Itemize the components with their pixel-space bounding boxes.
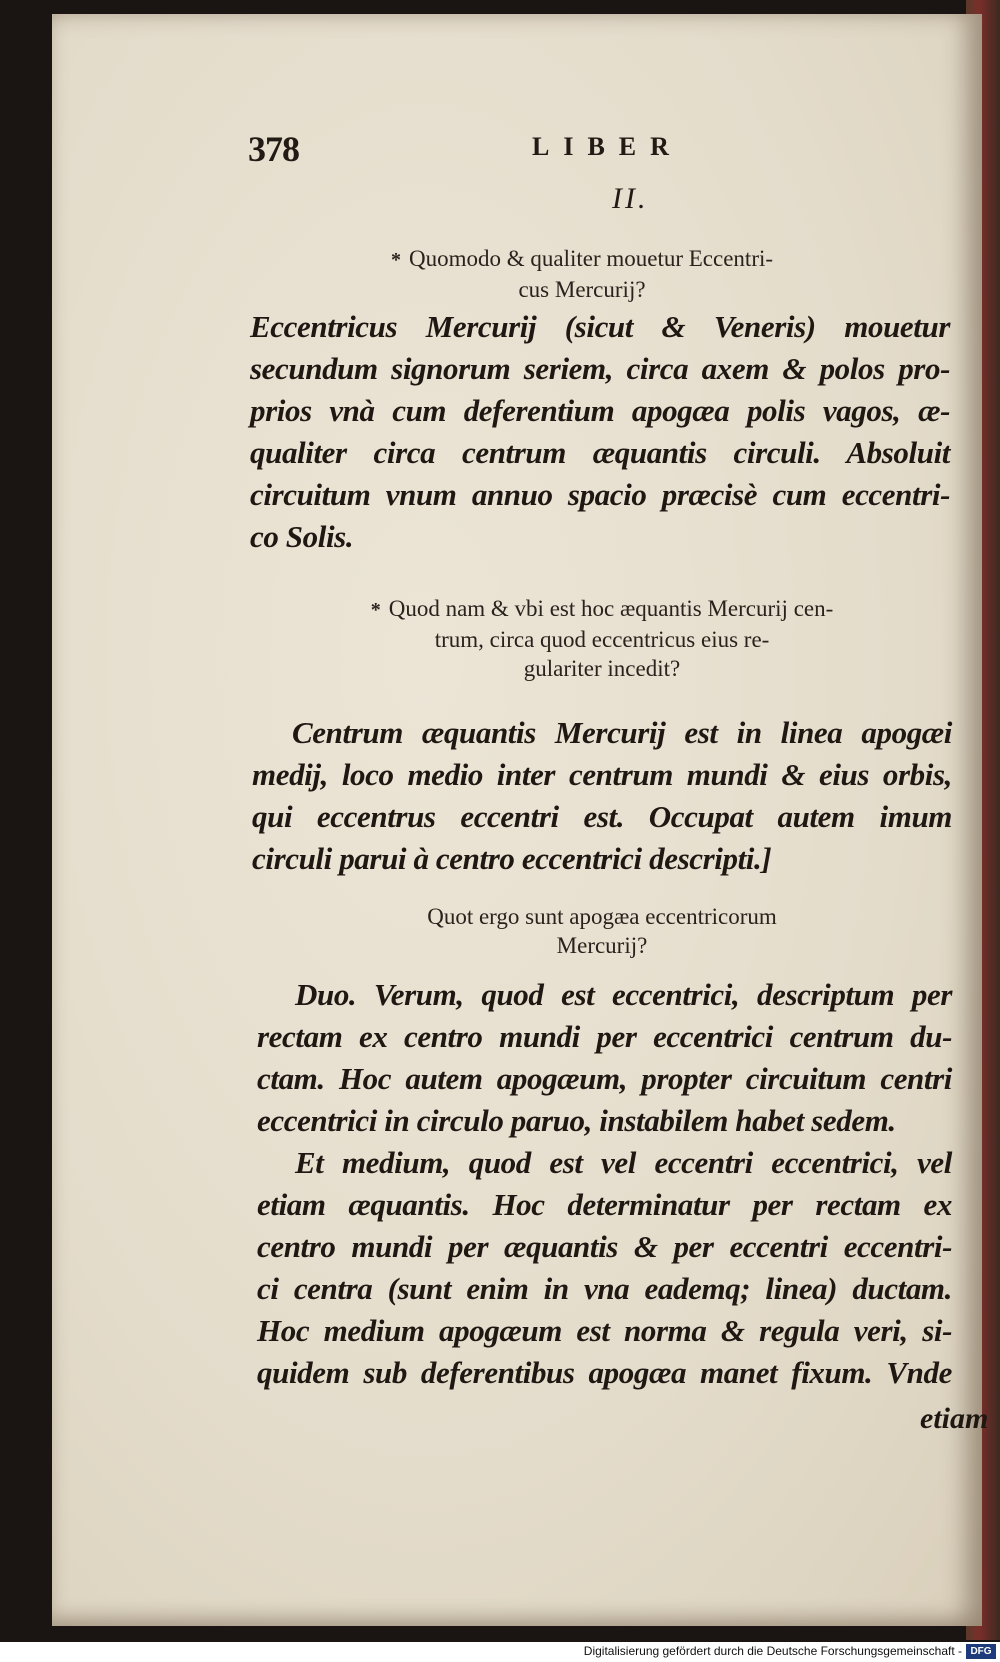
question-line: gulariter incedit? — [523, 656, 681, 681]
answer-line: Et medium, quod est vel eccentri eccentrici, vel — [295, 1145, 952, 1180]
question-3 — [322, 902, 882, 960]
page-number: 378 — [248, 129, 299, 169]
answer-2 — [252, 712, 952, 880]
question-line: * Quomodo & qualiter mouetur Eccentri- — [390, 246, 774, 271]
answer-3 — [257, 974, 952, 1394]
running-head-subtitle: II. — [612, 182, 649, 215]
answer-line: Hoc medium apogæum est norma & regula veri, si- — [257, 1313, 952, 1348]
answer-line: Duo. Verum, quod est eccentrici, descriptum per — [295, 977, 952, 1012]
question-line: * Quod nam & vbi est hoc æquantis Mercurij cen- — [370, 596, 834, 621]
asterisk-mark: * — [390, 249, 401, 271]
question-2 — [292, 594, 912, 683]
catchword: etiam — [920, 1402, 989, 1435]
asterisk-mark: * — [370, 599, 381, 621]
question-line: trum, circa quod eccentricus eius re- — [434, 627, 770, 652]
answer-line: circuli parui à centro eccentrici descripti.] — [252, 841, 772, 876]
dfg-logo-icon: DFG — [966, 1644, 996, 1659]
answer-line: Eccentricus Mercurij (sicut & Veneris) mouetur — [250, 309, 950, 344]
answer-line: medij, loco medio inter centrum mundi & eius orbis, — [252, 757, 952, 792]
answer-line: qui eccentrus eccentri est. Occupat autem imum — [252, 799, 952, 834]
digitization-footer — [0, 1642, 1000, 1662]
answer-line: centro mundi per æquantis & per eccentri eccentri- — [257, 1229, 952, 1264]
question-line: Quot ergo sunt apogæa eccentricorum — [427, 904, 777, 929]
answer-line: qualiter circa centrum æquantis circuli. Absoluit — [250, 435, 950, 470]
answer-line: etiam æquantis. Hoc determinatur per rectam ex — [257, 1187, 952, 1222]
answer-line: circuitum vnum annuo spacio præcisè cum eccentri- — [250, 477, 950, 512]
answer-line: ci centra (sunt enim in vna eademq; linea) ductam. — [257, 1271, 952, 1306]
running-head — [52, 118, 982, 215]
question-line: Mercurij? — [556, 933, 648, 958]
running-head-title: LIBER — [532, 132, 683, 161]
answer-line: prios vnà cum deferentium apogæa polis vagos, æ- — [250, 393, 950, 428]
answer-line: Centrum æquantis Mercurij est in linea apogæi — [292, 715, 952, 750]
question-line: cus Mercurij? — [518, 277, 646, 302]
book-page — [52, 14, 989, 1626]
answer-line: eccentrici in circulo paruo, instabilem habet sedem. — [257, 1103, 896, 1138]
answer-1 — [250, 306, 950, 558]
answer-line: co Solis. — [250, 519, 354, 554]
answer-line: ctam. Hoc autem apogæum, propter circuitum centri — [257, 1061, 952, 1096]
question-1 — [302, 244, 862, 304]
funding-credit: Digitalisierung gefördert durch die Deutsche Forschungsgemeinschaft - — [583, 1644, 962, 1658]
answer-line: quidem sub deferentibus apogæa manet fixum. Vnde — [257, 1355, 952, 1390]
answer-line: secundum signorum seriem, circa axem & polos pro- — [250, 351, 950, 386]
answer-line: rectam ex centro mundi per eccentrici centrum du- — [257, 1019, 952, 1054]
